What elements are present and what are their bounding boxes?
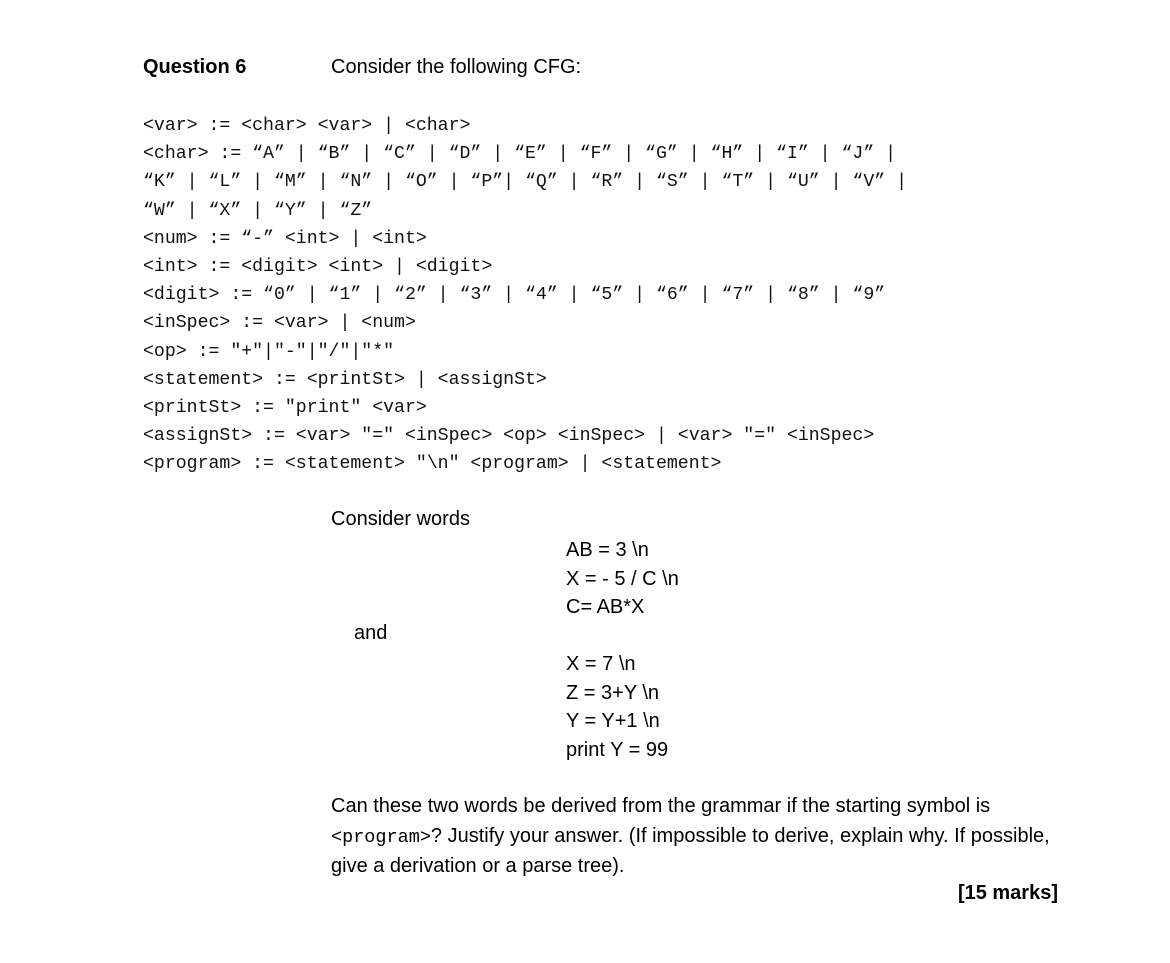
word-2-line: print Y = 99 [566, 738, 669, 761]
word-2 [566, 650, 668, 764]
grammar-rule-char: <char> := “A” | “B” | “C” | “D” | “E” | “F” | “G” | “H” | “I” | “J” | [143, 144, 897, 165]
word-1-line: AB = 3 \n [566, 539, 649, 561]
grammar-rule-program: <program> := <statement> "\n" <program> | <statement> [143, 454, 722, 475]
and-label: and [354, 622, 388, 644]
grammar-rule-char-cont-1: “K” | “L” | “M” | “N” | “O” | “P”| “Q” | “R” | “S” | “T” | “U” | “V” | [143, 172, 907, 193]
word-2-line: X = 7 \n [566, 653, 636, 675]
grammar-rule-var: <var> := <char> <var> | <char> [143, 116, 471, 136]
word-2-line: Y = Y+1 \n [566, 710, 660, 732]
task-question [331, 792, 1071, 882]
grammar-rule-statement: <statement> := <printSt> | <assignSt> [143, 369, 547, 390]
task-start-symbol: <program> [331, 826, 431, 848]
grammar-rule-printst: <printSt> := "print" <var> [143, 397, 427, 418]
grammar-rule-op: <op> := "+"|"-"|"/"|"*" [143, 341, 395, 362]
question-label: Question 6 [143, 56, 247, 78]
grammar-block [143, 112, 907, 478]
question-intro: Consider the following CFG: [331, 56, 582, 78]
word-1 [566, 536, 679, 622]
word-1-line: C= AB*X [566, 596, 645, 618]
word-2-line: Z = 3+Y \n [566, 681, 660, 704]
task-text-part2: ? Justify your answer. (If impossible to derive, explain why. If possible, give a derivation or a parse tree). [331, 824, 1050, 877]
grammar-rule-num: <num> := “-” <int> | <int> [143, 228, 427, 249]
task-text-part1: Can these two words be derived from the grammar if the starting symbol is [331, 795, 991, 817]
grammar-rule-digit: <digit> := “0” | “1” | “2” | “3” | “4” | “5” | “6” | “7” | “8” | “9” [143, 285, 886, 306]
words-heading: Consider words [331, 508, 470, 530]
grammar-rule-int: <int> := <digit> <int> | <digit> [143, 256, 493, 277]
grammar-rule-char-cont-2: “W” | “X” | “Y” | “Z” [143, 200, 373, 221]
marks-label: [15 marks] [957, 882, 1058, 904]
grammar-rule-inspec: <inSpec> := <var> | <num> [143, 313, 416, 334]
word-1-line: X = - 5 / C \n [566, 567, 679, 590]
grammar-rule-assignst: <assignSt> := <var> "=" <inSpec> <op> <inSpec> | <var> "=" <inSpec> [143, 426, 875, 447]
